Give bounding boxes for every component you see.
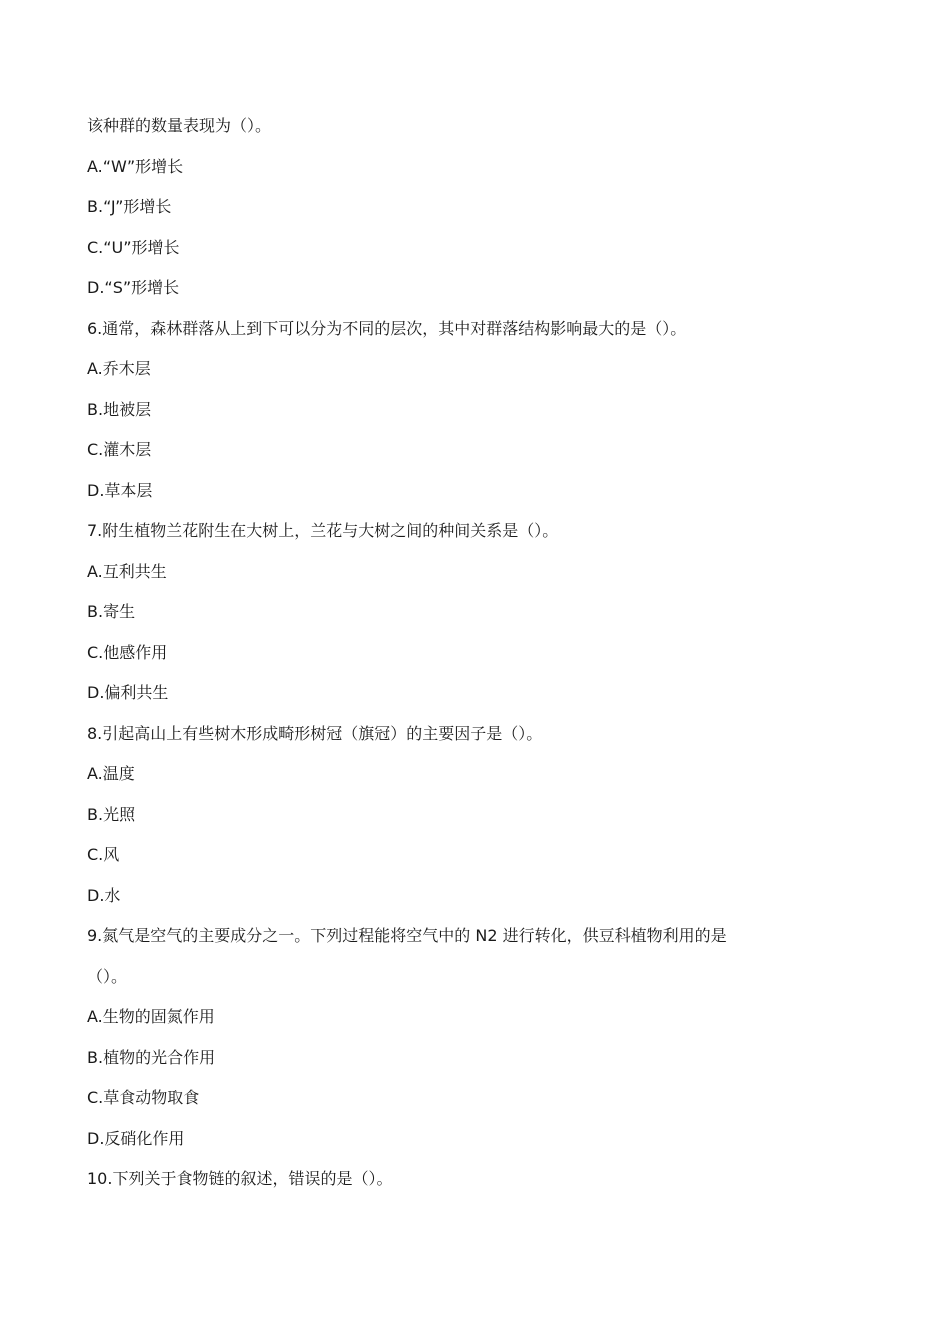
question-7-stem: 7.附生植物兰花附生在大树上，兰花与大树之间的种间关系是（）。 — [87, 521, 559, 540]
question-9-stem-continued: （）。 — [87, 966, 128, 986]
q7-option-a: A.互利共生 — [87, 561, 167, 581]
q6-option-c: C.灌木层 — [87, 440, 152, 459]
q9-option-a: A.生物的固氮作用 — [87, 1007, 215, 1026]
q9-option-b: B.植物的光合作用 — [87, 1047, 216, 1067]
q7-option-b: B.寄生 — [87, 602, 136, 621]
question-5-stem-continued: 该种群的数量表现为（）。 — [87, 116, 272, 135]
question-9-stem: 9.氮气是空气的主要成分之一。下列过程能将空气中的 N2 进行转化，供豆科植物利用的是 — [87, 926, 727, 945]
q7-option-c: C.他感作用 — [87, 642, 168, 662]
q8-option-b: B.光照 — [87, 804, 136, 824]
question-10-stem: 10.下列关于食物链的叙述，错误的是（）。 — [87, 1169, 393, 1188]
q8-option-a: A.温度 — [87, 764, 135, 783]
q8-option-c: C.风 — [87, 845, 120, 864]
q5-option-a: A.“W”形增长 — [87, 156, 184, 176]
q5-option-d: D.“S”形增长 — [87, 278, 180, 297]
q9-option-d: D.反硝化作用 — [87, 1128, 185, 1148]
document-page — [87, 116, 867, 1210]
question-8-stem: 8.引起高山上有些树木形成畸形树冠（旗冠）的主要因子是（）。 — [87, 723, 543, 743]
q6-option-d: D.草本层 — [87, 480, 153, 500]
q6-option-b: B.地被层 — [87, 399, 152, 419]
q5-option-b: B.“J”形增长 — [87, 197, 172, 216]
q9-option-c: C.草食动物取食 — [87, 1088, 200, 1107]
question-6-stem: 6.通常，森林群落从上到下可以分为不同的层次，其中对群落结构影响最大的是（）。 — [87, 318, 687, 338]
q8-option-d: D.水 — [87, 885, 121, 905]
q6-option-a: A.乔木层 — [87, 359, 151, 378]
q5-option-c: C.“U”形增长 — [87, 237, 180, 257]
q7-option-d: D.偏利共生 — [87, 683, 169, 702]
